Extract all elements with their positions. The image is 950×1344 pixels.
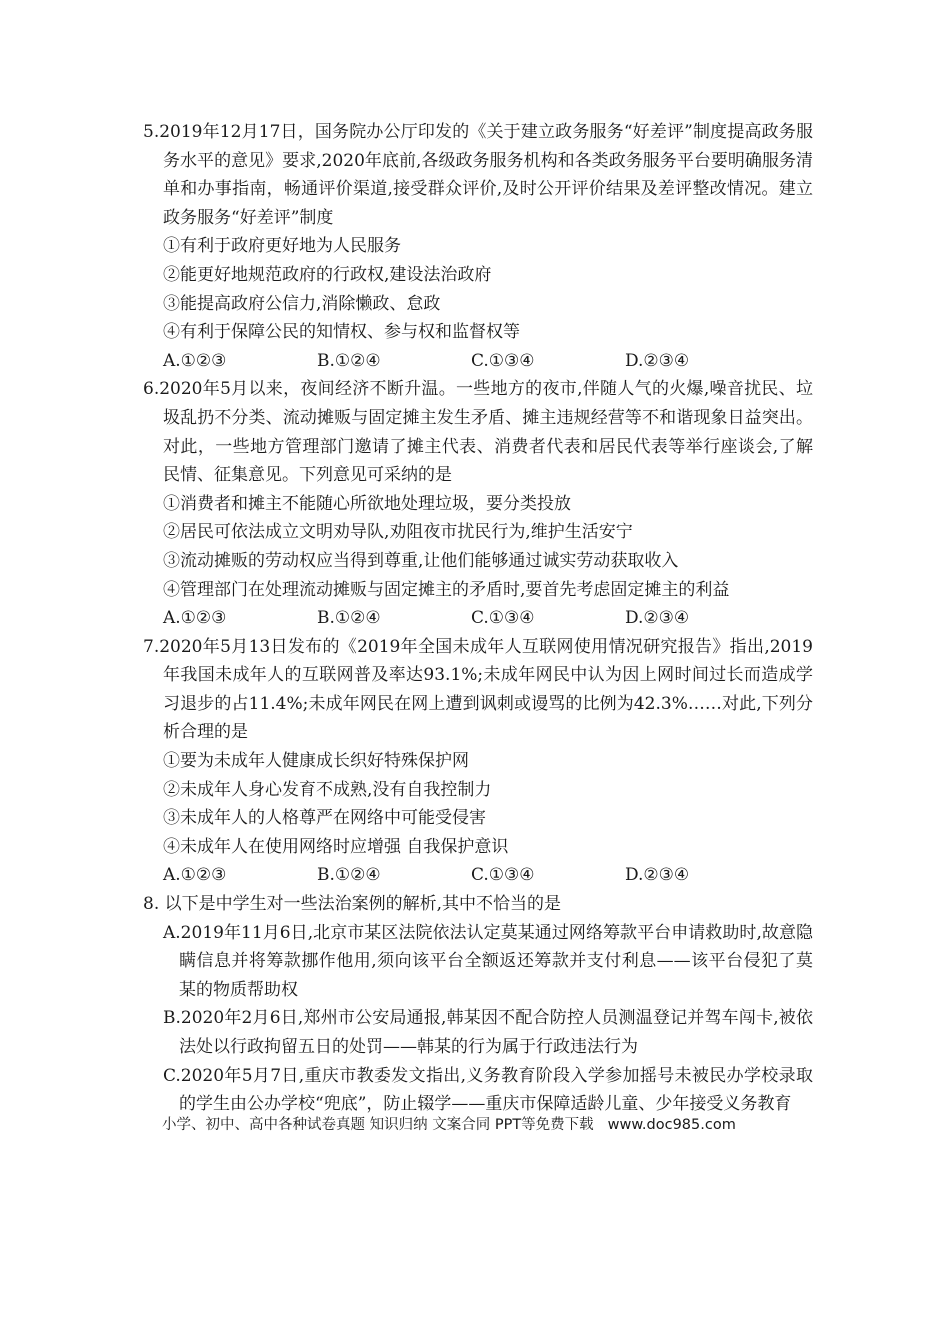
question-stem: 6.2020年5月以来，夜间经济不断升温。一些地方的夜市,伴随人气的火爆,噪音扰民、垃圾乱扔不分类、流动摊贩与固定摊主发生矛盾、摊主违规经营等不和谐现象日益突出。对此，一些地方管理部门邀请了摊主代表、消费者代表和居民代表等举行座谈会,了解民情、征集意见。下列意见可采纳的是	[143, 379, 813, 486]
choice-a: A.①②③	[163, 608, 227, 629]
statement-item: ④有利于保障公民的知情权、参与权和监督权等	[163, 322, 520, 343]
page-footer	[162, 1113, 736, 1134]
choice-c: C.①③④	[471, 608, 535, 629]
question-7	[143, 633, 813, 890]
option-a: A.2019年11月6日,北京市某区法院依法认定莫某通过网络筹款平台申请救助时,故意隐瞒信息并将筹款挪作他用,须向该平台全额返还筹款并支付利息——该平台侵犯了莫某的物质帮助权	[163, 922, 813, 1000]
question-8	[143, 890, 813, 1119]
answer-choices	[143, 861, 813, 890]
question-stem: 5.2019年12月17日，国务院办公厅印发的《关于建立政务服务“好差评”制度提高政务服务水平的意见》要求,2020年底前,各级政务服务机构和各类政务服务平台要明确服务清单和办事指南，畅通评价渠道,接受群众评价,及时公开评价结果及差评整改情况。建立政务服务“好差评”制度	[143, 122, 813, 228]
footer-site-link[interactable]: www.doc985.com	[607, 1117, 736, 1133]
choice-c: C.①③④	[471, 865, 535, 886]
statement-item: ④未成年人在使用网络时应增强 自我保护意识	[163, 836, 509, 857]
choice-c: C.①③④	[471, 350, 535, 371]
choice-a: A.①②③	[163, 350, 227, 371]
statement-item: ③能提高政府公信力,消除懒政、怠政	[163, 293, 441, 314]
statement-item: ③流动摊贩的劳动权应当得到尊重,让他们能够通过诚实劳动获取收入	[163, 550, 679, 571]
choice-b: B.①②④	[317, 350, 381, 371]
option-c: C.2020年5月7日,重庆市教委发文指出,义务教育阶段入学参加摇号未被民办学校录取的学生由公办学校“兜底”，防止辍学——重庆市保障适龄儿童、少年接受义务教育	[163, 1065, 813, 1115]
choice-d: D.②③④	[625, 865, 690, 886]
choice-b: B.①②④	[317, 865, 381, 886]
statement-item: ④管理部门在处理流动摊贩与固定摊主的矛盾时,要首先考虑固定摊主的利益	[163, 579, 730, 600]
statement-item: ①要为未成年人健康成长织好特殊保护网	[163, 751, 469, 772]
option-b: B.2020年2月6日,郑州市公安局通报,韩某因不配合防控人员测温登记并驾车闯卡,被依法处以行政拘留五日的处罚——韩某的行为属于行政违法行为	[163, 1008, 813, 1057]
question-stem: 7.2020年5月13日发布的《2019年全国未成年人互联网使用情况研究报告》指出,2019年我国未成年人的互联网普及率达93.1%;未成年网民中认为因上网时间过长而造成学习退步的占11.4%;未成年网民在网上遭到讽刺或谩骂的比例为42.3%……对此,下列分析合理的是	[143, 636, 813, 743]
choice-d: D.②③④	[625, 350, 690, 371]
choice-a: A.①②③	[163, 865, 227, 886]
answer-choices	[143, 347, 813, 376]
question-6	[143, 375, 813, 632]
statement-item: ②居民可依法成立文明劝导队,劝阻夜市扰民行为,维护生活安宁	[163, 522, 633, 543]
statement-item: ②未成年人身心发育不成熟,没有自我控制力	[163, 779, 492, 800]
statement-item: ①有利于政府更好地为人民服务	[163, 236, 401, 257]
question-5	[143, 118, 813, 375]
answer-choices	[143, 604, 813, 633]
statement-item: ③未成年人的人格尊严在网络中可能受侵害	[163, 808, 486, 829]
question-stem: 8. 以下是中学生对一些法治案例的解析,其中不恰当的是	[143, 894, 562, 915]
choice-b: B.①②④	[317, 608, 381, 629]
statement-item: ②能更好地规范政府的行政权,建设法治政府	[163, 264, 492, 285]
question-content	[143, 118, 813, 1119]
statement-item: ①消费者和摊主不能随心所欲地处理垃圾，要分类投放	[163, 493, 571, 514]
choice-d: D.②③④	[625, 608, 690, 629]
footer-text: 小学、初中、高中各种试卷真题 知识归纳 文案合同 PPT等免费下载	[162, 1117, 594, 1133]
